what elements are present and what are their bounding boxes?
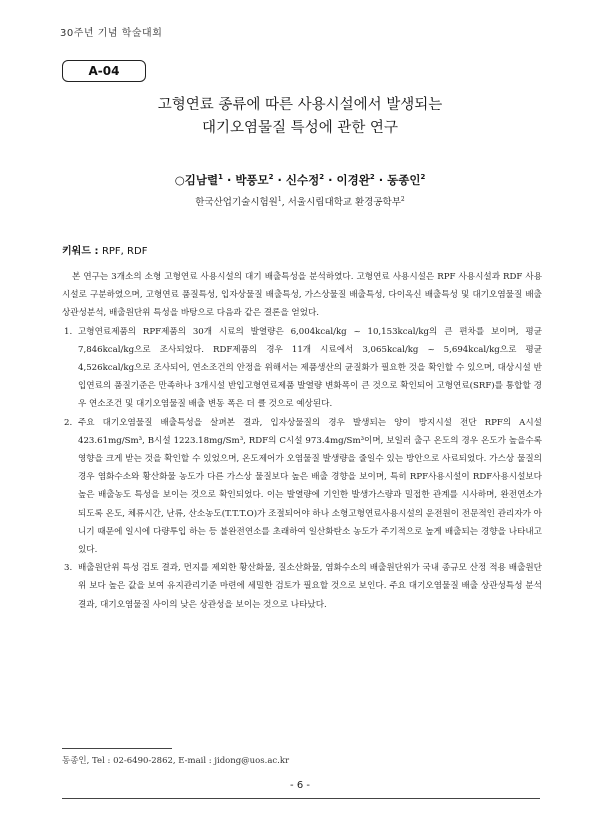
paper-title [0,94,600,140]
affiliation-2-mark: 2 [400,195,405,203]
list-item [62,559,542,614]
footnote-divider [62,748,172,749]
running-header: 30주년 기념 학술대회 [60,28,163,39]
list-item [62,414,542,560]
list-item-number: 1. [64,326,73,337]
title-line-2: 대기오염물질 특성에 관한 연구 [202,120,398,136]
keywords-values: RPF, RDF [101,246,148,257]
page-bottom-rule [62,798,540,799]
author-5: 동종인 [387,173,421,187]
intro-paragraph: 본 연구는 3개소의 소형 고형연료 사용시설의 대기 배출특성을 분석하였다. 고형연료 사용시설은 RPF 사용시설과 RDF 사용시설로 구분하였으며, 고형연료 품질특성, 입자상물질 배출특성, 가스상물질 배출특성, 다이옥신 배출특성 및 대기오염물질 배출 상관성분석, 배출원단위 특성을 바탕으로 다음과 같은 결론을 얻었다. [62,272,542,319]
author-2-affil: 2 [268,173,274,182]
list-item [62,323,542,414]
abstract-body [62,268,542,614]
author-3: 신수정 [285,173,320,187]
author-list [0,172,600,188]
affiliation-2: 서울시립대학교 환경공학부 [287,197,401,208]
paper-code-badge [62,60,146,82]
list-item-text: 주요 대기오염물질 배출특성을 살펴본 결과, 입자상물질의 경우 발생되는 양이 방지시설 전단 RPF의 A시설 423.61mg/Sm³, B시설 1223.18mg/Sm³, RDF의 C시설 973.4mg/Sm³이며, 보일러 출구 온도의 경우 온도가 높을수록 영향을 크게 받는 것을 확인할 수 있었으며, 온도제어가 오염물질 발생량을 줄일수 있는 방안으로 사료되었다. 가스상 물질의 경우 염화수소와 황산화물 농도가 다른 가스상 물질보다 높은 배출 경향을 보이며, 특히 RPF사용시설이 RDF사용시설보다 높은 배출농도 특성을 보이는 것으로 확인되었다. 이는 발열량에 기인한 발생가스량과 밀접한 관계를 시사하며, 완전연소가 되도록 온도, 체류시간, 난류, 산소농도(T.T.T.O)가 조절되어야 하나 소형고형연료사용시설의 운전원이 전문적인 관리자가 아니기 때문에 일시에 다량투입 하는 등 불완전연소를 초래하여 일산화탄소 농도가 주기적으로 높게 배출되는 경향을 나타내고 있다. [78,417,542,556]
list-item-number: 3. [64,563,73,574]
list-item-number: 2. [64,417,73,428]
list-item-text: 배출원단위 특성 검토 결과, 먼지를 제외한 황산화물, 질소산화물, 염화수소의 배출원단위가 국내 종규모 산정 적용 배출원단위 보다 높은 값을 보여 유지관리기준 마련에 세밀한 검토가 필요할 것으로 보인다. 주요 대기오염물질 배출 상관성특성 분석 결과, 대기오염물질 사이의 낮은 상관성을 보이는 것으로 나타났다. [78,563,542,610]
author-4: 이경완 [336,173,370,187]
author-1: 김남렬 [184,173,219,187]
page-number: - 6 - [290,780,310,791]
title-line-1: 고형연료 종류에 따른 사용시설에서 발생되는 [157,97,443,113]
author-3-affil: 2 [319,173,325,182]
presenter-marker: ○ [174,173,185,187]
author-sep: · [324,173,337,187]
author-sep: · [222,173,236,187]
author-2: 박풍모 [235,173,269,187]
list-item-text: 고형연료제품의 RPF제품의 30개 시료의 발열량은 6,004kcal/kg ~ 10,153kcal/kg의 큰 편차를 보이며, 평균 7,846kcal/kg으로 조사되었다. RDF제품의 경우 11개 시료에서 3,065kcal/kg ~ 5,694kcal/kg으로 평균 4,526kcal/kg으로 조사되어, 연소조건의 안정을 위해서는 제품생산의 균질화가 필요한 것을 확인할 수 있으며, 대상시설 반입연료의 품질기준은 만족하나 3개시설 반입고형연료제품 발열량 변화폭이 큰 것으로 확인되어 고형연료(SRF)를 통합할 경우 연소조건 및 대기오염물질 배출 변동 폭은 더 클 것으로 예상된다. [78,326,542,410]
author-sep: · [374,173,388,187]
author-4-affil: 2 [369,173,375,182]
author-1-affil: 1 [218,173,223,182]
author-5-affil: 2 [420,173,426,182]
keywords-label: 키워드 : [62,246,102,257]
paper-code: A-04 [88,64,120,78]
author-sep: · [273,173,286,187]
keywords [62,242,147,257]
conclusion-list [62,323,542,614]
affiliation-sep: , [281,197,288,208]
affiliations [0,194,600,208]
affiliation-1-mark: 1 [277,195,282,203]
affiliation-1: 한국산업기술시험원 [195,197,278,208]
corresponding-author-footnote: 동종인, Tel : 02-6490-2862, E-mail : jidong@uos.ac.kr [62,756,290,766]
